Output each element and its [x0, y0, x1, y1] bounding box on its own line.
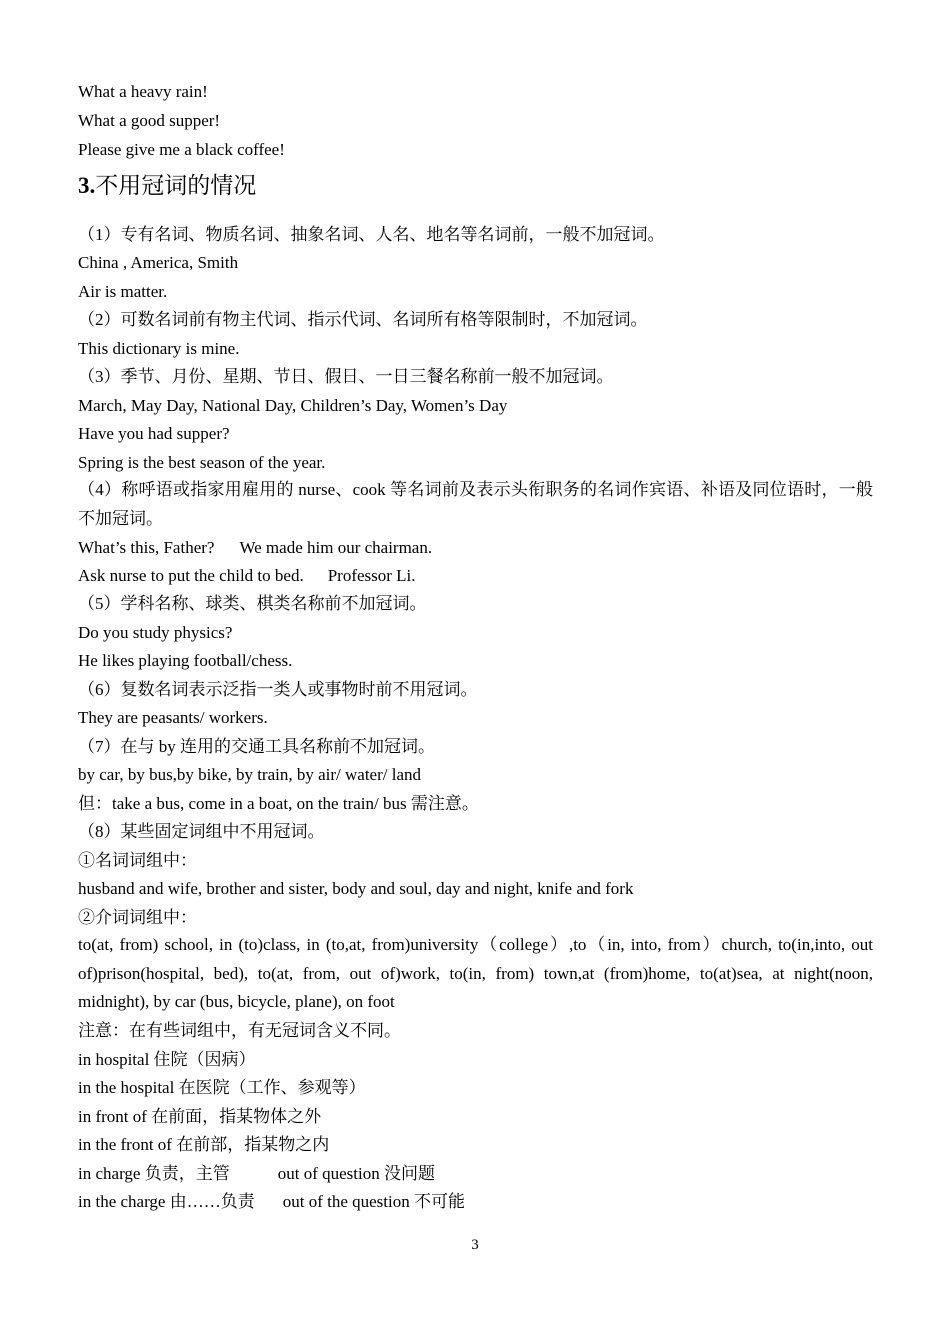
note-line: 注意：在有些词组中，有无冠词含义不同。 — [78, 1021, 401, 1040]
example-line — [78, 565, 873, 587]
section-title: 不用冠词的情况 — [95, 173, 257, 198]
rule-line: （4）称呼语或指家用雇用的 nurse、cook 等名词前及表示头衔职务的名词作宾语、补语及同位语时，一般不加冠词。 — [78, 480, 873, 528]
rule-line: （1）专有名词、物质名词、抽象名词、人名、地名等名词前，一般不加冠词。 — [78, 225, 665, 244]
example-line: Please give me a black coffee! — [78, 140, 285, 159]
example-line: by car, by bus,by bike, by train, by air/ water/ land — [78, 765, 422, 784]
note-line: 但：take a bus, come in a boat, on the train/ bus 需注意。 — [78, 794, 479, 813]
example-line — [78, 1191, 873, 1213]
example-text: in charge 负责，主管 — [78, 1164, 230, 1183]
example-line: husband and wife, brother and sister, body and soul, day and night, knife and fork — [78, 879, 634, 898]
example-line: What a heavy rain! — [78, 82, 208, 101]
example-line: They are peasants/ workers. — [78, 708, 268, 727]
rule-line: （3）季节、月份、星期、节日、假日、一日三餐名称前一般不加冠词。 — [78, 367, 614, 386]
example-line: in front of 在前面，指某物体之外 — [78, 1107, 322, 1126]
example-line: in the hospital 在医院（工作、参观等） — [78, 1078, 366, 1097]
example-line: He likes playing football/chess. — [78, 651, 293, 670]
example-line: Air is matter. — [78, 282, 168, 301]
example-line: in the front of 在前部，指某物之内 — [78, 1135, 330, 1154]
rule-line: （2）可数名词前有物主代词、指示代词、名词所有格等限制时，不加冠词。 — [78, 310, 648, 329]
example-line: What a good supper! — [78, 111, 221, 130]
example-text: Ask nurse to put the child to bed. — [78, 566, 304, 585]
example-line: in hospital 住院（因病） — [78, 1050, 256, 1069]
example-line: Spring is the best season of the year. — [78, 453, 326, 472]
example-text: out of the question 不可能 — [282, 1192, 465, 1211]
example-line: China , America, Smith — [78, 253, 239, 272]
subheading: ②介词词组中： — [78, 908, 197, 927]
example-text: out of question 没问题 — [277, 1164, 435, 1183]
example-text: Professor Li. — [327, 566, 416, 585]
example-line: Have you had supper? — [78, 424, 230, 443]
example-paragraph: to(at, from) school, in (to)class, in (to,at, from)university（college）,to（in, into, from）church, to(in,into, out of)prison(hospital, bed), to(at, from, out of)work, to(in, from) town,at (from)home, to(at)sea, at night(noon, midnight), by car (bus, bicycle, plane), on foot — [78, 935, 873, 1011]
rule-line: （5）学科名称、球类、棋类名称前不加冠词。 — [78, 594, 427, 613]
example-text: in the charge 由……负责 — [78, 1192, 255, 1211]
example-text: What’s this, Father? — [78, 538, 215, 557]
subheading: ①名词词组中： — [78, 851, 197, 870]
section-number: 3. — [78, 173, 96, 198]
example-line: March, May Day, National Day, Children’s Day, Women’s Day — [78, 396, 508, 415]
example-line: This dictionary is mine. — [78, 339, 240, 358]
page-number: 3 — [471, 1237, 479, 1253]
rule-line: （7）在与 by 连用的交通工具名称前不加冠词。 — [78, 737, 435, 756]
section-heading — [78, 171, 873, 201]
rule-line: （6）复数名词表示泛指一类人或事物时前不用冠词。 — [78, 680, 478, 699]
rule-line: （8）某些固定词组中不用冠词。 — [78, 822, 325, 841]
example-line: Do you study physics? — [78, 623, 233, 642]
example-text: We made him our chairman. — [239, 538, 433, 557]
example-line — [78, 537, 873, 559]
example-line — [78, 1163, 873, 1185]
